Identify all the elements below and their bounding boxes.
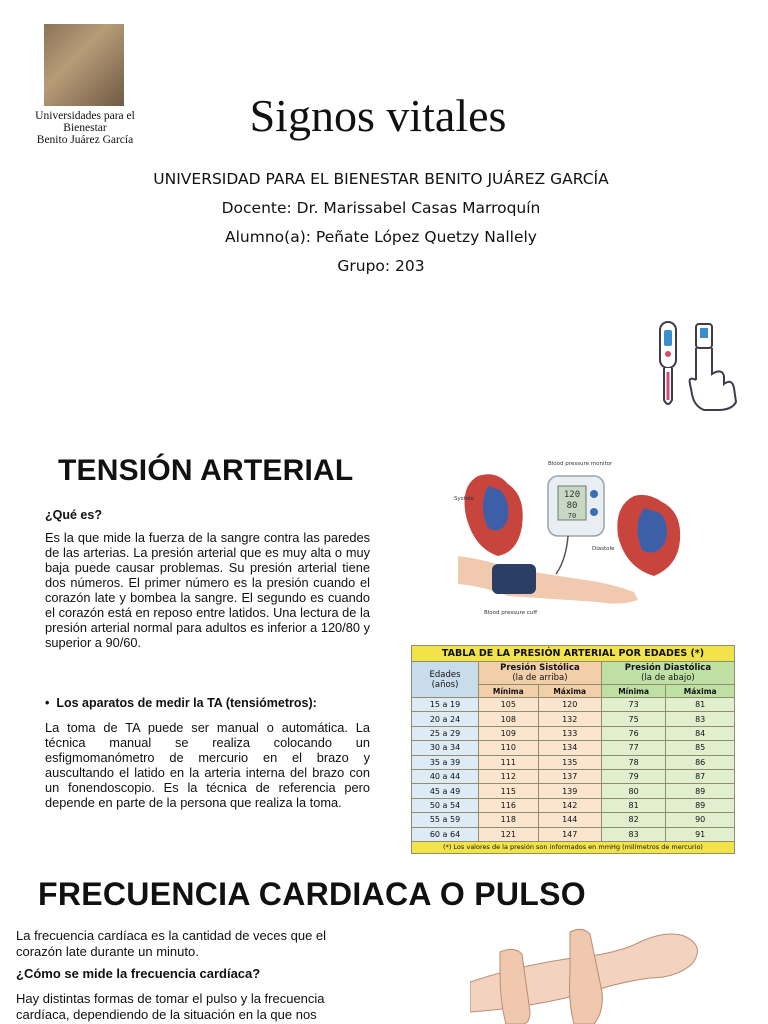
dia-min-cell: 79 [601, 769, 666, 783]
sys-min-cell: 105 [479, 698, 539, 712]
sys-min-cell: 109 [479, 726, 539, 740]
dia-min-cell: 77 [601, 741, 666, 755]
logo-line: Universidades para el [35, 110, 135, 122]
sys-min-cell: 112 [479, 769, 539, 783]
section-title-pulse: FRECUENCIA CARDIACA O PULSO [38, 876, 586, 912]
sys-max-cell: 132 [538, 712, 601, 726]
sys-max-cell: 133 [538, 726, 601, 740]
group-label: Grupo: 203 [337, 257, 425, 275]
dia-max-cell: 84 [666, 726, 735, 740]
table-row [412, 712, 735, 726]
wrist-pulse-illustration [470, 912, 710, 1024]
sys-max-cell: 142 [538, 798, 601, 812]
monitor-label: Blood pressure monitor [548, 461, 613, 467]
sys-max-cell: 120 [538, 698, 601, 712]
dia-min-cell: 78 [601, 755, 666, 769]
sys-min-header: Mínima [479, 685, 539, 698]
age-cell: 55 a 59 [412, 813, 479, 827]
arm-shape [458, 556, 638, 604]
sys-min-cell: 116 [479, 798, 539, 812]
sys-max-cell: 144 [538, 813, 601, 827]
tension-description: Es la que mide la fuerza de la sangre contra las paredes de las arterias. La presión arterial que es muy alta o muy baja puede causar problemas. Su presión arterial tiene dos números. El primer número es la presión cuando el corazón late y bombea la sangre. El segundo es cuando el corazón está en reposo entre latidos. Una lectura de la presión arterial normal para adultos es inferior a 120/80 y superior a 90/60. [45, 530, 370, 650]
question-how-measure: ¿Cómo se mide la frecuencia cardíaca? [16, 966, 261, 981]
table-row [412, 755, 735, 769]
sys-max-header: Máxima [538, 685, 601, 698]
col-diastolic-sublabel: (la de abajo) [641, 673, 695, 683]
devices-description: La toma de TA puede ser manual o automática. La técnica manual se realiza colocando un esfigmomanómetro de mercurio en el brazo y auscultando el latido en la arteria interna del brazo con un fonendoscopio. Es la técnica de referencia pero depende en parte de la persona que realiza la toma. [45, 720, 370, 810]
col-systolic-sublabel: (la de arriba) [512, 673, 568, 683]
table-caption: TABLA DE LA PRESIÓN ARTERIAL POR EDADES (*) [412, 646, 735, 662]
screen-diastolic: 80 [566, 501, 578, 511]
dia-min-cell: 83 [601, 827, 666, 841]
dia-max-cell: 83 [666, 712, 735, 726]
dia-max-header: Máxima [666, 685, 735, 698]
dia-max-cell: 86 [666, 755, 735, 769]
col-diastolic-header [601, 662, 734, 685]
page-title: Signos vitales [249, 90, 507, 141]
age-cell: 30 a 34 [412, 741, 479, 755]
section-title-tension: TENSIÓN ARTERIAL [58, 454, 354, 487]
student-name: Alumno(a): Peñate López Quetzy Nallely [225, 228, 537, 246]
diastole-label: Diastole [592, 546, 615, 552]
dia-min-header: Mínima [601, 685, 666, 698]
table-note: (*) Los valores de la presión son informados en mmHg (milímetros de mercurio) [412, 841, 735, 853]
sys-max-cell: 147 [538, 827, 601, 841]
col-age-label: Edades [429, 669, 461, 680]
pulse-answer: Hay distintas formas de tomar el pulso y la frecuencia cardíaca, dependiendo de la situación en la que nos [16, 991, 325, 1022]
blood-pressure-illustration [448, 456, 698, 628]
monitor-button-top [590, 490, 598, 498]
dia-max-cell: 85 [666, 741, 735, 755]
finger-shape-2 [500, 949, 530, 1024]
table-row [412, 769, 735, 783]
systole-label: Systole [454, 496, 475, 502]
dia-max-cell: 89 [666, 784, 735, 798]
monitor-button-bottom [590, 508, 598, 516]
sys-max-cell: 134 [538, 741, 601, 755]
table-row [412, 813, 735, 827]
col-age-sublabel: (años) [431, 679, 459, 690]
dia-min-cell: 81 [601, 798, 666, 812]
sys-min-cell: 111 [479, 755, 539, 769]
sys-max-cell: 139 [538, 784, 601, 798]
dia-min-cell: 76 [601, 726, 666, 740]
dia-max-cell: 87 [666, 769, 735, 783]
table-row [412, 784, 735, 798]
blood-pressure-table [411, 645, 735, 854]
age-cell: 20 a 24 [412, 712, 479, 726]
finger-shape [570, 929, 603, 1024]
dia-max-cell: 91 [666, 827, 735, 841]
dia-max-cell: 81 [666, 698, 735, 712]
monitor-tube [556, 536, 568, 574]
sys-min-cell: 110 [479, 741, 539, 755]
col-systolic-header [479, 662, 602, 685]
university-name: UNIVERSIDAD PARA EL BIENESTAR BENITO JUÁREZ GARCÍA [153, 170, 609, 188]
age-cell: 25 a 29 [412, 726, 479, 740]
bullet-dot: • [45, 696, 57, 710]
col-systolic-label: Presión Sistólica [500, 663, 580, 673]
blood-pressure-cuff [492, 564, 536, 594]
col-diastolic-label: Presión Diastólica [624, 663, 712, 673]
dia-min-cell: 82 [601, 813, 666, 827]
age-cell: 60 a 64 [412, 827, 479, 841]
col-age-header [412, 662, 479, 698]
thermometer-oximeter-icon [652, 318, 747, 414]
logo-line: Benito Juárez García [36, 134, 134, 146]
age-cell: 50 a 54 [412, 798, 479, 812]
table-row [412, 698, 735, 712]
dia-max-cell: 89 [666, 798, 735, 812]
age-cell: 15 a 19 [412, 698, 479, 712]
dia-min-cell: 75 [601, 712, 666, 726]
age-cell: 45 a 49 [412, 784, 479, 798]
dia-max-cell: 90 [666, 813, 735, 827]
dia-min-cell: 80 [601, 784, 666, 798]
table-body [412, 698, 735, 842]
sys-min-cell: 121 [479, 827, 539, 841]
teacher-name: Docente: Dr. Marissabel Casas Marroquín [221, 199, 541, 217]
logo-line: Bienestar [63, 122, 107, 134]
sys-max-cell: 135 [538, 755, 601, 769]
sys-min-cell: 118 [479, 813, 539, 827]
table-row [412, 798, 735, 812]
table-row [412, 741, 735, 755]
devices-heading-text: Los aparatos de medir la TA (tensiómetros): [56, 696, 317, 710]
screen-systolic: 120 [563, 490, 581, 500]
question-what-is: ¿Qué es? [45, 508, 102, 522]
sys-max-cell: 137 [538, 769, 601, 783]
sys-min-cell: 108 [479, 712, 539, 726]
pulse-intro: La frecuencia cardíaca es la cantidad de veces que el corazón late durante un minuto. [16, 928, 327, 959]
age-cell: 35 a 39 [412, 755, 479, 769]
age-cell: 40 a 44 [412, 769, 479, 783]
sys-min-cell: 115 [479, 784, 539, 798]
cuff-label: Blood pressure cuff [484, 610, 538, 616]
dia-min-cell: 73 [601, 698, 666, 712]
devices-heading [45, 696, 317, 710]
table-row [412, 726, 735, 740]
table-row [412, 827, 735, 841]
screen-pulse: 70 [567, 512, 577, 520]
